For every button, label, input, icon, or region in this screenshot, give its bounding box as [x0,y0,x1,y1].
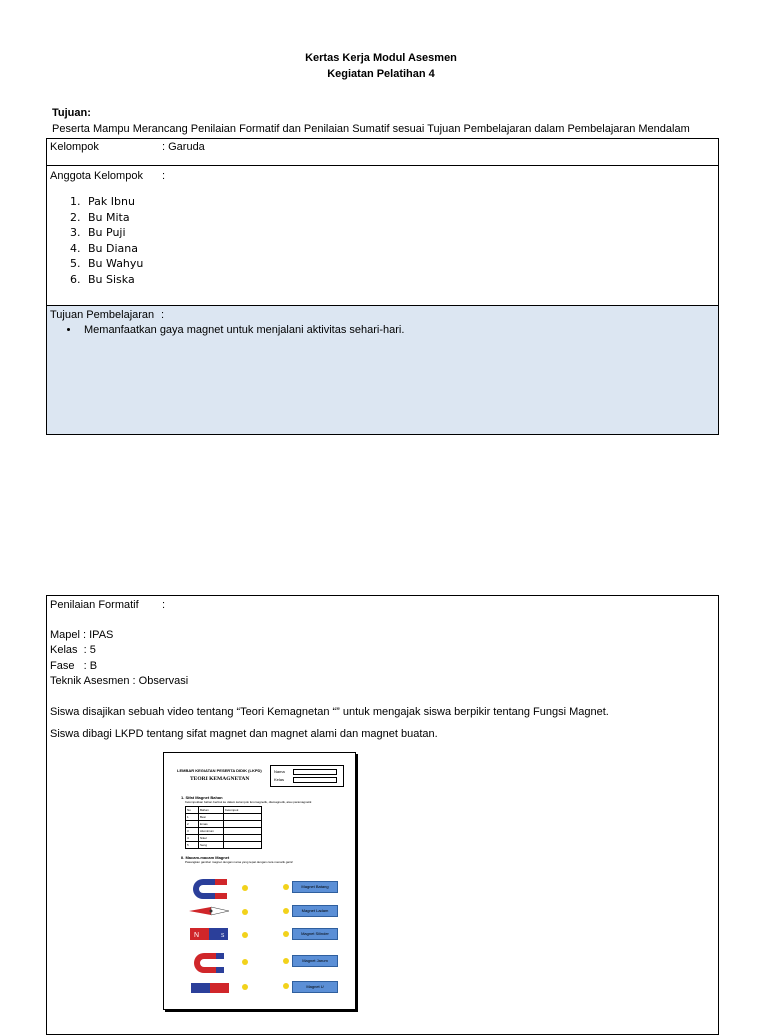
list-item: • Memanfaatkan gaya magnet untuk menjalani aktivitas sehari-hari. [80,323,404,337]
page-title: Kertas Kerja Modul Asesmen [305,52,457,64]
table-cell: 1 [186,814,199,821]
formatif-colon: : [162,599,166,611]
formatif-label: Penilaian Formatif [50,599,139,611]
left-dot [242,909,248,915]
list-item: 1. Pak Ibnu [84,194,143,210]
fase-text: Fase : B [50,660,98,672]
kelas-text: Kelas : 5 [50,644,96,656]
lkpd-heading: LEMBAR KEGIATAN PESERTA DIDIK (LKPD) [177,768,262,773]
right-dot [283,908,289,914]
list-item: 4. Bu Diana [84,241,143,257]
magnet-label-batang: Magnet Batang [292,881,338,893]
needle-magnet-icon [189,906,229,916]
magnet-label-ladam: Magnet Ladam [292,905,338,917]
horseshoe-magnet-icon [189,877,229,901]
u-magnet-icon [192,951,226,975]
table-row [186,828,262,835]
tujuan-pembelajaran-colon: : [161,309,165,321]
magnet-label-u: Magnet U [292,981,338,993]
table-header: Bahan [199,807,224,814]
table-cell: Seng [199,842,224,849]
right-dot [283,884,289,890]
left-dot [242,885,248,891]
table-cell: 3 [186,828,199,835]
row-anggota [47,166,718,306]
group-table [46,138,719,435]
table-cell: 4 [186,835,199,842]
left-dot [242,984,248,990]
teknik-text: Teknik Asesmen : Observasi [50,675,189,687]
kelompok-label: Kelompok [50,141,99,153]
svg-text:S: S [221,933,225,939]
left-dot [242,959,248,965]
list-item: 5. Bu Wahyu [84,256,143,272]
table-header: No [186,807,199,814]
table-row [186,835,262,842]
list-item: 6. Bu Siska [84,272,143,288]
table-row [186,821,262,828]
right-dot [283,958,289,964]
right-dot [283,931,289,937]
paragraph-lkpd: Siswa dibagi LKPD tentang sifat magnet dan magnet alami dan magnet buatan. [50,728,438,740]
table-cell: 2 [186,821,199,828]
left-dot [242,932,248,938]
table-cell: Emas [199,821,224,828]
tujuan-label: Tujuan: [52,107,91,119]
paragraph-video: Siswa disajikan sebuah video tentang “Teori Kemagnetan “” untuk mengajak siswa berpikir tentang Fungsi Magnet. [50,706,609,718]
bahan-table [185,806,262,849]
table-cell [224,842,262,849]
row-kelompok [47,139,718,166]
section1-desc: Kelompokkan bahan berikut ke dalam kelompok feromagnetik, diamagnetik, atau paramagnetik [185,800,312,804]
table-row [186,842,262,849]
goal-list [47,323,404,337]
section1-title: 1. Sifat Magnet Bahan [181,795,223,800]
tujuan-pembelajaran-label: Tujuan Pembelajaran [50,309,155,321]
list-item: 3. Bu Puji [84,225,143,241]
lkpd-title: TEORI KEMAGNETAN [190,776,250,782]
formatif-box [46,595,719,1035]
table-cell: 5 [186,842,199,849]
nama-label: Nama [274,769,285,774]
section2-desc: Pasangkan gambar magnet dengan nama yang tepat dengan cara menarik garis! [185,860,294,864]
anggota-colon: : [162,170,166,182]
table-row [186,814,262,821]
table-cell: Aluminium [199,828,224,835]
table-header: Kelompok [224,807,262,814]
anggota-label: Anggota Kelompok [50,170,143,182]
magnet-label-silinder: Magnet Silinder [292,928,338,940]
identity-box [270,765,344,787]
table-cell: Nikel [199,835,224,842]
bar-magnet-icon [190,928,228,940]
kelompok-value: : Garuda [162,141,205,153]
list-item: 2. Bu Mita [84,210,143,226]
table-cell [224,814,262,821]
svg-text:N: N [194,932,200,939]
tujuan-text: Peserta Mampu Merancang Penilaian Formatif dan Penilaian Sumatif sesuai Tujuan Pembelajaran dalam Pembelajaran Mendalam [52,123,690,135]
member-list [47,194,143,287]
cylinder-magnet-icon [191,983,229,993]
kelas-field [293,777,337,783]
table-cell [224,835,262,842]
nama-field [293,769,337,775]
table-cell [224,828,262,835]
section2-title: II. Macam-macam Magnet [181,855,230,860]
row-tujuan-pembelajaran [47,306,718,434]
table-cell: Besi [199,814,224,821]
kelas-label: Kelas [274,777,285,782]
mapel-text: Mapel : IPAS [50,629,114,641]
table-cell [224,821,262,828]
right-dot [283,983,289,989]
page-subtitle: Kegiatan Pelatihan 4 [327,68,435,80]
magnet-label-jarum: Magnet Jarum [292,955,338,967]
